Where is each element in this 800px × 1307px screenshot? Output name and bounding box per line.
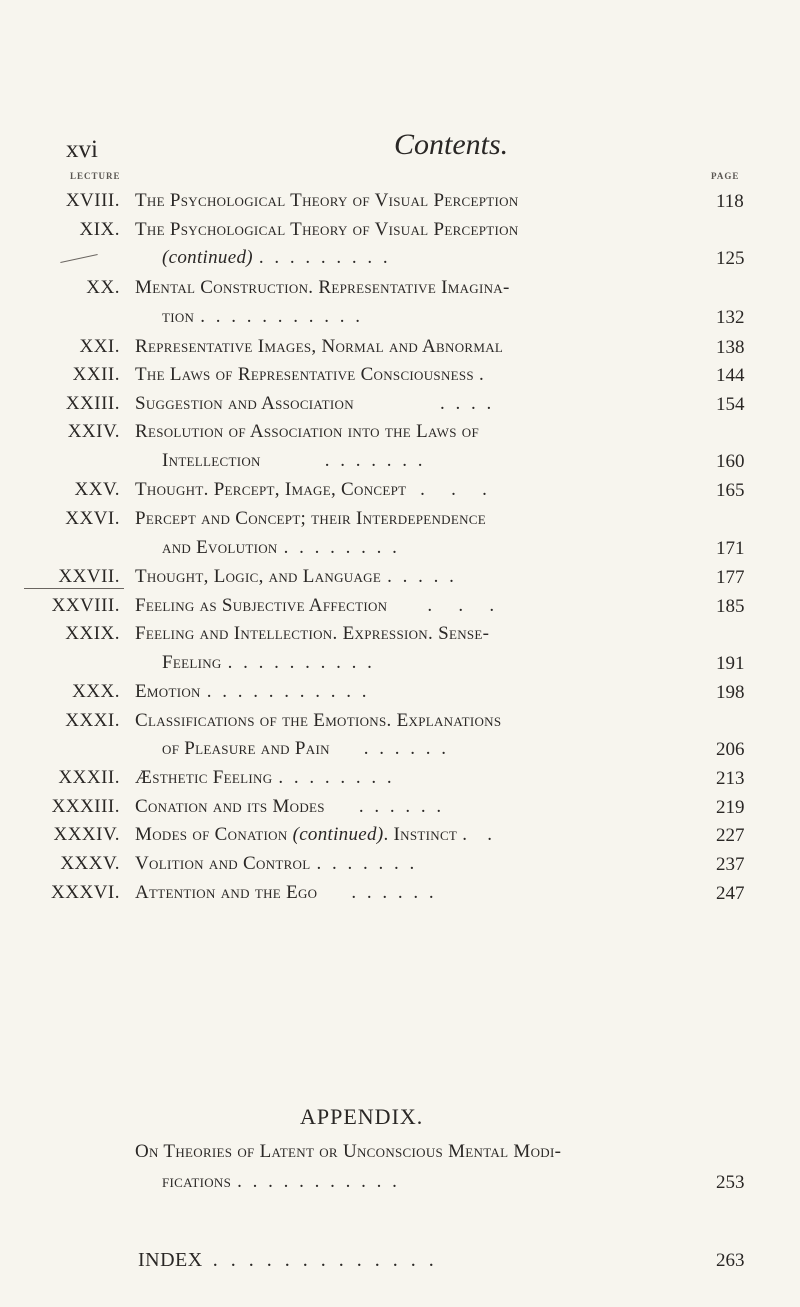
lecture-title: The Psychological Theory of Visual Perception: [135, 219, 519, 240]
lecture-number: XXII.: [72, 364, 120, 385]
lecture-number: XXXIII.: [51, 796, 120, 817]
page-ref: 191: [716, 653, 745, 674]
page-ref: 118: [716, 191, 744, 212]
lecture-number: XXVIII.: [51, 595, 120, 616]
lecture-title-cont: of Pleasure and Pain . . . . . .: [162, 738, 450, 759]
appendix-page-ref: 253: [716, 1172, 745, 1193]
lecture-title: Mental Construction. Representative Imagina-: [135, 277, 510, 298]
page-ref: 154: [716, 394, 745, 415]
page-ref: 138: [716, 337, 745, 358]
lecture-title: Suggestion and Association . . . .: [135, 393, 495, 414]
lecture-title: Feeling as Subjective Affection . . .: [135, 595, 498, 616]
column-label-lecture: LECTURE: [70, 171, 121, 181]
lecture-number: XXVII.: [58, 566, 120, 587]
column-label-page: PAGE: [711, 171, 740, 181]
lecture-title-cont: tion . . . . . . . . . . .: [162, 306, 363, 327]
lecture-title: Modes of Conation (continued). Instinct . .: [135, 824, 496, 845]
lecture-number: XX.: [86, 277, 120, 298]
lecture-title: Percept and Concept; their Interdependence: [135, 508, 486, 529]
lecture-number: XXX.: [72, 681, 120, 702]
lecture-title: Emotion . . . . . . . . . . .: [135, 681, 370, 702]
lecture-title-cont: and Evolution . . . . . . . .: [162, 537, 400, 558]
lecture-title: Thought. Percept, Image, Concept . . .: [135, 479, 490, 500]
lecture-number: XXV.: [74, 479, 120, 500]
lecture-number: XXXIV.: [53, 824, 120, 845]
lecture-title-cont: Intellection . . . . . . .: [162, 450, 426, 471]
lecture-title: Æsthetic Feeling . . . . . . . .: [135, 767, 395, 788]
lecture-title: Resolution of Association into the Laws of: [135, 421, 479, 442]
lecture-title: Volition and Control . . . . . . .: [135, 853, 418, 874]
lecture-title: Feeling and Intellection. Expression. Sense-: [135, 623, 490, 644]
appendix-heading: APPENDIX.: [300, 1104, 424, 1129]
page-ref: 198: [716, 682, 745, 703]
index-page-ref: 263: [716, 1250, 745, 1271]
page-ref: 219: [716, 797, 745, 818]
lecture-title: Representative Images, Normal and Abnormal: [135, 336, 504, 357]
lecture-title: Attention and the Ego . . . . . .: [135, 882, 437, 903]
lecture-title-cont: (continued) . . . . . . . . .: [162, 247, 391, 268]
page-ref: 185: [716, 596, 745, 617]
page-title: Contents.: [394, 128, 509, 161]
lecture-title: Classifications of the Emotions. Explanations: [135, 710, 502, 731]
index-entry: INDEX . . . . . . . . . . . . .: [138, 1249, 438, 1271]
page-ref: 165: [716, 480, 745, 501]
page-ref: 206: [716, 739, 745, 760]
lecture-number: XXIV.: [67, 421, 120, 442]
page-ref: 132: [716, 307, 745, 328]
lecture-title: Conation and its Modes . . . . . .: [135, 796, 445, 817]
lecture-number: XXXV.: [60, 853, 120, 874]
page-ref: 227: [716, 825, 745, 846]
lecture-number: XVIII.: [65, 190, 120, 211]
lecture-number: XXIX.: [65, 623, 120, 644]
page-ref: 160: [716, 451, 745, 472]
page-ref: 177: [716, 567, 745, 588]
lecture-number: XXI.: [79, 336, 120, 357]
appendix-entry-line1: On Theories of Latent or Unconscious Mental Modi-: [135, 1141, 562, 1162]
page-ref: 144: [716, 365, 745, 386]
appendix-entry-line2: fications . . . . . . . . . . .: [162, 1171, 400, 1192]
lecture-title: Thought, Logic, and Language . . . . .: [135, 566, 457, 587]
page-ref: 125: [716, 248, 745, 269]
page-ref: 171: [716, 538, 745, 559]
lecture-title: The Laws of Representative Consciousness .: [135, 364, 485, 385]
lecture-title: The Psychological Theory of Visual Perception: [135, 190, 519, 211]
lecture-number: XIX.: [79, 219, 120, 240]
page-ref: 237: [716, 854, 745, 875]
lecture-title-cont: Feeling . . . . . . . . . .: [162, 652, 375, 673]
pen-mark: [60, 254, 97, 263]
lecture-number: XXXII.: [58, 767, 120, 788]
page-ref: 213: [716, 768, 745, 789]
pen-mark: [24, 588, 124, 589]
page-number: xvi: [66, 136, 98, 163]
lecture-number: XXVI.: [65, 508, 120, 529]
page-ref: 247: [716, 883, 745, 904]
lecture-number: XXIII.: [65, 393, 120, 414]
lecture-number: XXXI.: [65, 710, 120, 731]
lecture-number: XXXVI.: [51, 882, 120, 903]
